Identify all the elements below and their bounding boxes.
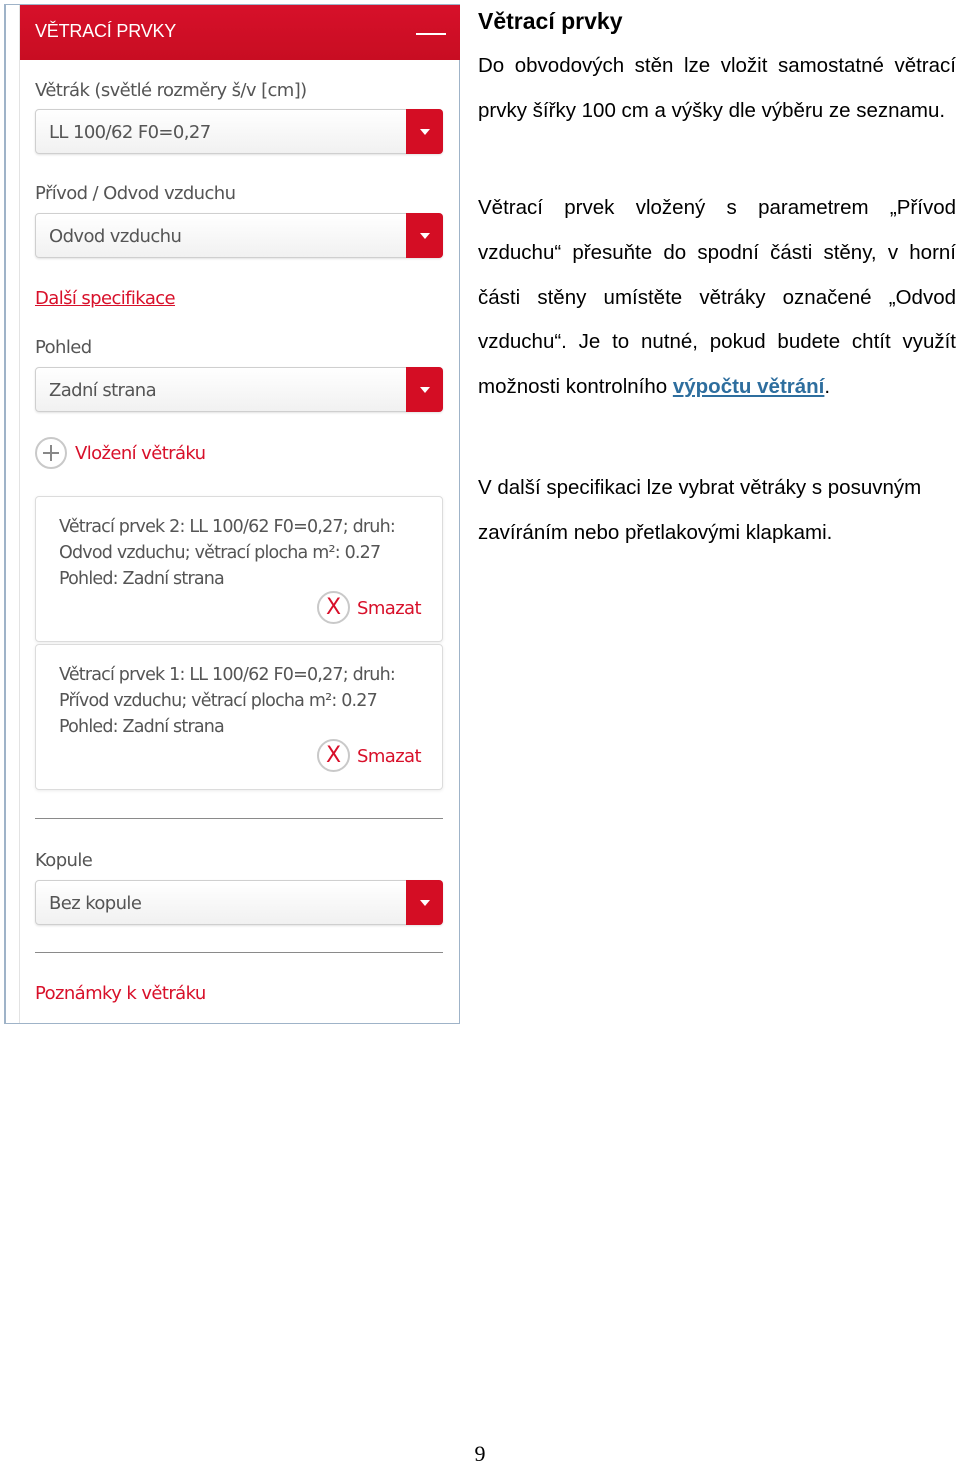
add-vent-label[interactable]: Vložení větráku [75, 443, 206, 464]
divider [35, 818, 443, 819]
ventilation-calc-link[interactable]: výpočtu větrání [672, 375, 825, 399]
chevron-down-icon[interactable] [406, 109, 443, 154]
chevron-down-icon[interactable] [406, 880, 443, 925]
airflow-value: Odvod vzduchu [49, 226, 182, 247]
vent-elements-panel [4, 4, 460, 1024]
panel-header[interactable] [20, 5, 460, 60]
chevron-down-icon[interactable] [406, 367, 443, 412]
panel-body [19, 5, 459, 1023]
vent-size-select[interactable] [35, 109, 443, 154]
vent-item-line: Větrací prvek 2: LL 100/62 F0=0,27; druh: [59, 517, 395, 537]
paragraph-intro: Do obvodových stěn lze vložit samostatné větrací prvky šířky 100 cm a výšky dle výběru ze seznamu. [478, 54, 956, 122]
dome-label: Kopule [35, 850, 93, 871]
view-select[interactable] [35, 367, 443, 412]
vent-item-line: Pohled: Zadní strana [59, 717, 224, 737]
paragraph-placement [478, 186, 956, 410]
vent-size-label: Větrák (světlé rozměry š/v [cm]) [35, 80, 307, 101]
section-heading: Větrací prvky [478, 8, 623, 34]
airflow-label: Přívod / Odvod vzduchu [35, 183, 236, 204]
page-number: 9 [474, 1441, 486, 1466]
dome-select[interactable] [35, 880, 443, 925]
panel-title: VĚTRACÍ PRVKY [35, 21, 177, 41]
vent-item-line: Přívod vzduchu; větrací plocha m²: 0.27 [59, 691, 377, 711]
paragraph-placement-text: Větrací prvek vložený s parametrem „Přívod vzduchu“ přesuňte do spodní části stěny, v horní části stěny umístěte větráky označené „Odvod vzduchu“. Je to nutné, pokud budete chtít využít možnosti kontrolního [478, 196, 956, 399]
dome-value: Bez kopule [49, 893, 142, 914]
vent-item-line: Větrací prvek 1: LL 100/62 F0=0,27; druh: [59, 665, 395, 685]
vent-item-card [35, 496, 443, 642]
more-spec-link[interactable]: Další specifikace [35, 288, 176, 309]
delete-label[interactable]: Smazat [357, 598, 421, 619]
chevron-down-icon[interactable] [406, 213, 443, 258]
divider [35, 952, 443, 953]
airflow-select[interactable] [35, 213, 443, 258]
vent-size-value: LL 100/62 F0=0,27 [49, 122, 211, 143]
vent-item-card [35, 644, 443, 790]
view-value: Zadní strana [49, 380, 157, 401]
close-icon[interactable]: X [317, 739, 350, 772]
paragraph-more-spec: V další specifikaci lze vybrat větráky s posuvným zavíráním nebo přetlakovými klapkami. [478, 476, 922, 544]
notes-link[interactable]: Poznámky k větráku [35, 983, 206, 1004]
delete-label[interactable]: Smazat [357, 746, 421, 767]
plus-icon[interactable] [35, 437, 67, 469]
collapse-icon[interactable] [416, 33, 446, 35]
delete-button[interactable] [317, 591, 427, 627]
view-label: Pohled [35, 337, 92, 358]
vent-item-line: Odvod vzduchu; větrací plocha m²: 0.27 [59, 543, 381, 563]
vent-item-line: Pohled: Zadní strana [59, 569, 224, 589]
delete-button[interactable] [317, 739, 427, 775]
paragraph-placement-end: . [824, 375, 831, 399]
close-icon[interactable]: X [317, 591, 350, 624]
